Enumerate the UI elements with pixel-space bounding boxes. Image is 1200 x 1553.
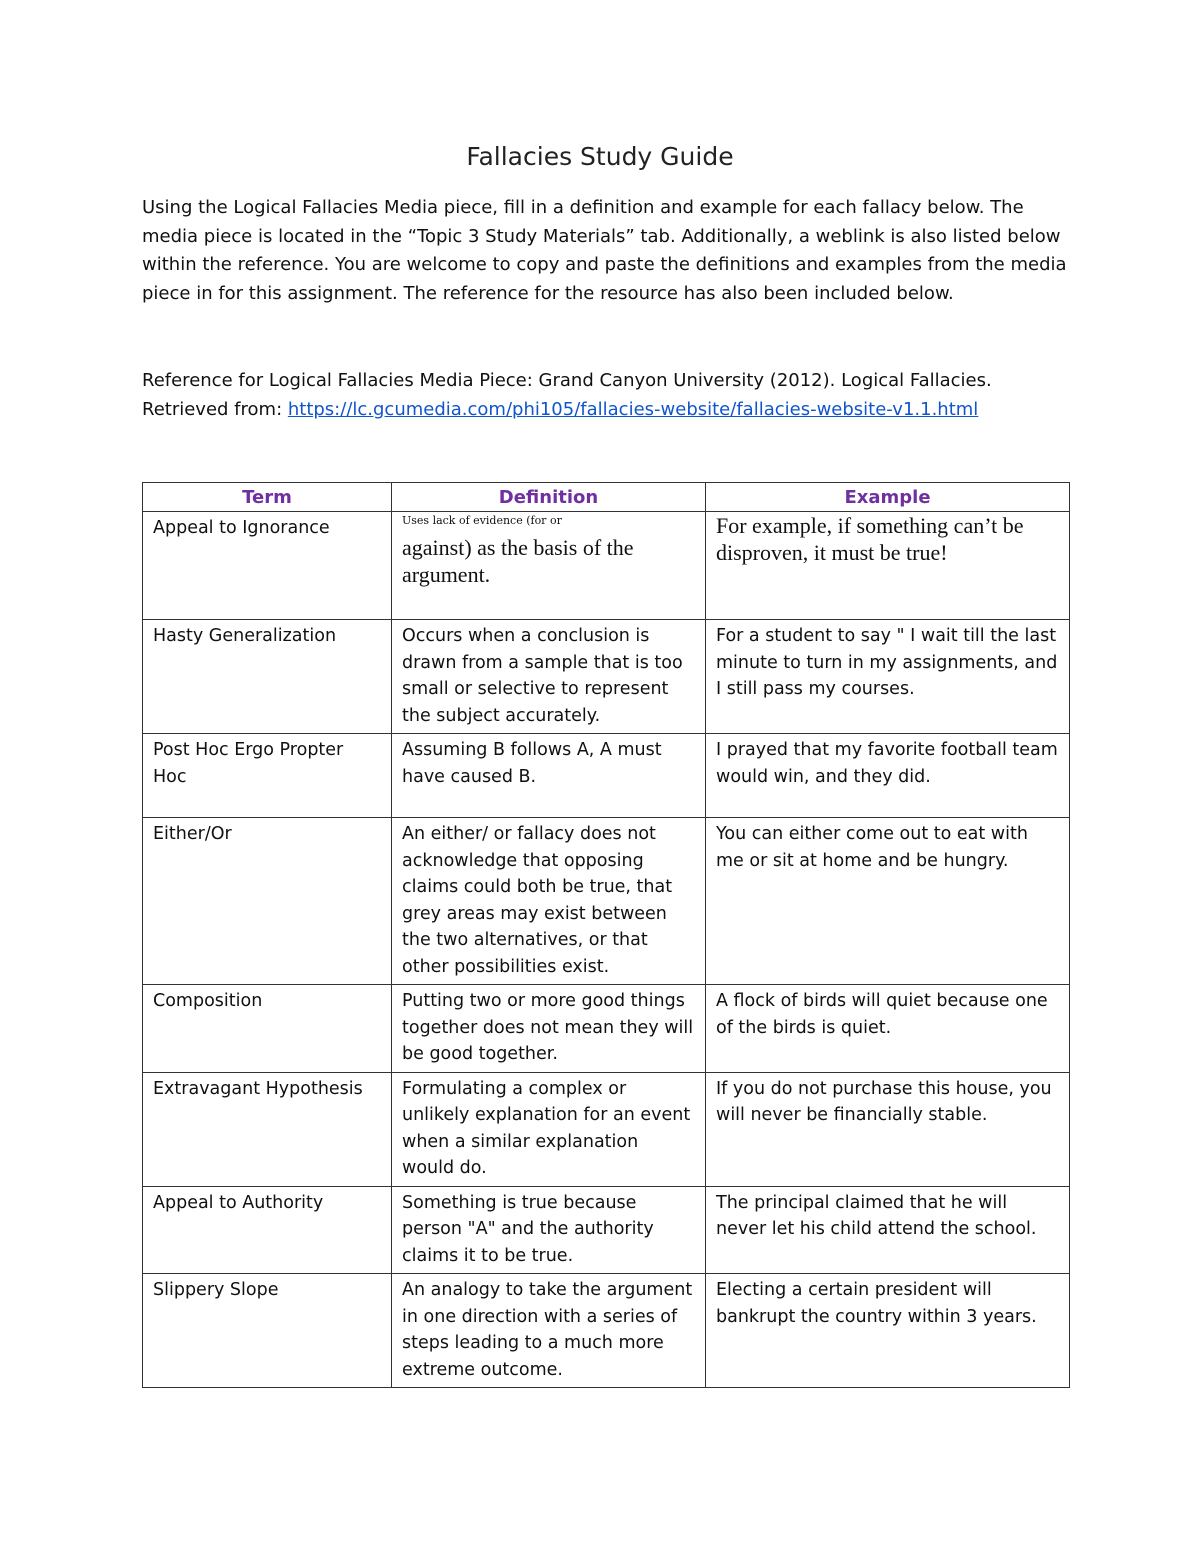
definition-cell: Putting two or more good things together does not mean they will be good together. — [392, 985, 706, 1073]
page-title: Fallacies Study Guide — [466, 142, 734, 171]
term-cell: Appeal to Authority — [143, 1186, 392, 1274]
header-example: Example — [706, 483, 1070, 512]
reference-text: Reference for Logical Fallacies Media Piece: Grand Canyon University (2012). Logical Fallacies. Retrieved from: — [142, 370, 992, 420]
term-cell: Appeal to Ignorance — [143, 512, 392, 620]
definition-cell — [392, 512, 706, 620]
definition-cell: An either/ or fallacy does not acknowledge that opposing claims could both be true, that grey areas may exist between the two alternatives, or that other possibilities exist. — [392, 818, 706, 985]
term-cell: Post Hoc Ergo Propter Hoc — [143, 734, 392, 818]
example-cell: If you do not purchase this house, you will never be financially stable. — [706, 1072, 1070, 1186]
term-cell: Slippery Slope — [143, 1274, 392, 1388]
definition-cell: An analogy to take the argument in one direction with a series of steps leading to a much more extreme outcome. — [392, 1274, 706, 1388]
table-row — [143, 512, 1070, 620]
term-cell: Hasty Generalization — [143, 620, 392, 734]
definition-cell: Occurs when a conclusion is drawn from a sample that is too small or selective to represent the subject accurately. — [392, 620, 706, 734]
table-row — [143, 620, 1070, 734]
definition-cell: Formulating a complex or unlikely explanation for an event when a similar explanation would do. — [392, 1072, 706, 1186]
table-header-row — [143, 483, 1070, 512]
example-cell: For example, if something can’t be disproven, it must be true! — [706, 512, 1070, 620]
term-cell: Extravagant Hypothesis — [143, 1072, 392, 1186]
example-cell: I prayed that my favorite football team would win, and they did. — [706, 734, 1070, 818]
definition-cell: Assuming B follows A, A must have caused B. — [392, 734, 706, 818]
term-cell: Either/Or — [143, 818, 392, 985]
fallacies-table — [142, 482, 1070, 1388]
reference-paragraph — [142, 367, 1072, 424]
example-cell: The principal claimed that he will never let his child attend the school. — [706, 1186, 1070, 1274]
reference-link[interactable]: https://lc.gcumedia.com/phi105/fallacies-website/fallacies-website-v1.1.html — [287, 398, 979, 420]
table-row — [143, 818, 1070, 985]
table-row — [143, 1274, 1070, 1388]
intro-paragraph: Using the Logical Fallacies Media piece, fill in a definition and example for each fallacy below. The media piece is located in the “Topic 3 Study Materials” tab. Additionally, a weblink is also listed below within the reference. You are welcome to copy and paste the definitions and examples from the media piece in for this assignment. The reference for the resource has also been included below. — [142, 197, 1067, 304]
header-term: Term — [143, 483, 392, 512]
definition-cell: Something is true because person "A" and the authority claims it to be true. — [392, 1186, 706, 1274]
table-row — [143, 734, 1070, 818]
definition-small-text: Uses lack of evidence (for or — [402, 514, 562, 527]
table-row — [143, 1186, 1070, 1274]
example-cell: A flock of birds will quiet because one of the birds is quiet. — [706, 985, 1070, 1073]
header-definition: Definition — [392, 483, 706, 512]
table-row — [143, 1072, 1070, 1186]
definition-text: against) as the basis of the argument. — [402, 535, 634, 587]
example-cell: You can either come out to eat with me or sit at home and be hungry. — [706, 818, 1070, 985]
term-cell: Composition — [143, 985, 392, 1073]
table-row — [143, 985, 1070, 1073]
example-cell: For a student to say " I wait till the last minute to turn in my assignments, and I still pass my courses. — [706, 620, 1070, 734]
example-cell: Electing a certain president will bankrupt the country within 3 years. — [706, 1274, 1070, 1388]
